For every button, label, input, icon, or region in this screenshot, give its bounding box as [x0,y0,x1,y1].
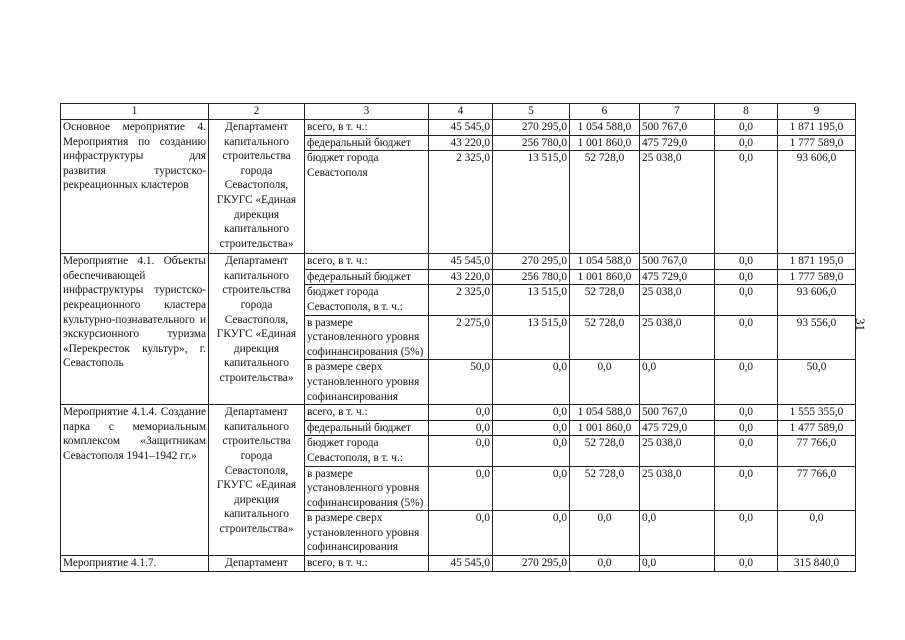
amount-cell-7: 25 038,0 [640,436,715,466]
amount-cell-6: 52 728,0 [570,285,640,315]
amount-cell-9: 1 555 355,0 [778,405,856,421]
funding-source-cell: бюджет города Севастополя [305,151,429,254]
amount-cell-7: 0,0 [640,556,715,572]
executor-cell: Департамент капитального строительства города Севастополя, ГКУГС «Единая дирекция капитального строительства» [209,405,305,556]
amount-cell-6: 0,0 [570,360,640,405]
amount-cell-4: 0,0 [429,420,493,436]
amount-cell-8: 0,0 [715,556,778,572]
column-header-4: 4 [429,104,493,120]
event-name-cell: Мероприятие 4.1. Объекты обеспечивающей инфраструктуры туристско-рекреационного кластера культурно-познавательного и экскурсионного туризма «Перекресток культур», г. Севастополь [61,254,209,405]
funding-source-cell: бюджет города Севастополя, в т. ч.: [305,436,429,466]
column-header-2: 2 [209,104,305,120]
funding-source-cell: всего, в т. ч.: [305,556,429,572]
column-header-9: 9 [778,104,856,120]
amount-cell-9: 93 556,0 [778,315,856,360]
funding-source-cell: в размере установленного уровня софинансирования (5%) [305,315,429,360]
amount-cell-5: 0,0 [493,405,570,421]
amount-cell-6: 1 001 860,0 [570,135,640,151]
amount-cell-4: 45 545,0 [429,556,493,572]
funding-source-cell: всего, в т. ч.: [305,120,429,136]
funding-source-cell: федеральный бюджет [305,135,429,151]
amount-cell-6: 1 054 588,0 [570,120,640,136]
amount-cell-4: 0,0 [429,405,493,421]
executor-cell: Департамент капитального строительства города Севастополя, ГКУГС «Единая дирекция капитального строительства» [209,120,305,254]
funding-source-cell: в размере сверх установленного уровня софинансирования [305,360,429,405]
funding-source-cell: в размере установленного уровня софинансирования (5%) [305,466,429,511]
amount-cell-5: 270 295,0 [493,120,570,136]
amount-cell-8: 0,0 [715,420,778,436]
amount-cell-8: 0,0 [715,511,778,556]
table-row [61,556,856,572]
amount-cell-7: 500 767,0 [640,120,715,136]
event-name-cell: Основное мероприятие 4. Мероприятия по созданию инфраструктуры для развития туристско-рекреационных кластеров [61,120,209,254]
amount-cell-9: 1 777 589,0 [778,269,856,285]
amount-cell-8: 0,0 [715,360,778,405]
column-header-6: 6 [570,104,640,120]
column-header-1: 1 [61,104,209,120]
executor-cell: Департамент [209,556,305,572]
amount-cell-9: 0,0 [778,511,856,556]
amount-cell-4: 43 220,0 [429,135,493,151]
column-header-5: 5 [493,104,570,120]
amount-cell-4: 43 220,0 [429,269,493,285]
amount-cell-5: 256 780,0 [493,269,570,285]
amount-cell-5: 0,0 [493,466,570,511]
amount-cell-5: 0,0 [493,360,570,405]
column-header-8: 8 [715,104,778,120]
amount-cell-7: 25 038,0 [640,315,715,360]
funding-source-cell: всего, в т. ч.: [305,405,429,421]
amount-cell-5: 0,0 [493,420,570,436]
funding-source-cell: всего, в т. ч.: [305,254,429,270]
table-body [61,120,856,572]
amount-cell-9: 1 871 195,0 [778,120,856,136]
amount-cell-9: 1 477 589,0 [778,420,856,436]
amount-cell-4: 0,0 [429,466,493,511]
amount-cell-6: 1 001 860,0 [570,420,640,436]
amount-cell-8: 0,0 [715,436,778,466]
amount-cell-7: 500 767,0 [640,254,715,270]
amount-cell-9: 1 871 195,0 [778,254,856,270]
amount-cell-9: 315 840,0 [778,556,856,572]
amount-cell-5: 0,0 [493,436,570,466]
column-header-7: 7 [640,104,715,120]
funding-source-cell: бюджет города Севастополя, в т. ч.: [305,285,429,315]
amount-cell-5: 13 515,0 [493,315,570,360]
amount-cell-5: 0,0 [493,511,570,556]
amount-cell-8: 0,0 [715,466,778,511]
amount-cell-8: 0,0 [715,315,778,360]
funding-source-cell: в размере сверх установленного уровня софинансирования [305,511,429,556]
table-row [61,120,856,136]
page-number: 31 [853,318,868,331]
amount-cell-4: 2 275,0 [429,315,493,360]
amount-cell-8: 0,0 [715,151,778,254]
amount-cell-7: 475 729,0 [640,135,715,151]
amount-cell-8: 0,0 [715,135,778,151]
amount-cell-6: 52 728,0 [570,436,640,466]
amount-cell-7: 475 729,0 [640,269,715,285]
amount-cell-6: 1 054 588,0 [570,254,640,270]
amount-cell-8: 0,0 [715,405,778,421]
amount-cell-8: 0,0 [715,269,778,285]
amount-cell-4: 2 325,0 [429,151,493,254]
amount-cell-4: 45 545,0 [429,254,493,270]
amount-cell-5: 270 295,0 [493,556,570,572]
amount-cell-6: 1 001 860,0 [570,269,640,285]
executor-cell: Департамент капитального строительства города Севастополя, ГКУГС «Единая дирекция капитального строительства» [209,254,305,405]
amount-cell-4: 50,0 [429,360,493,405]
amount-cell-6: 52 728,0 [570,151,640,254]
amount-cell-6: 0,0 [570,511,640,556]
amount-cell-6: 1 054 588,0 [570,405,640,421]
amount-cell-7: 25 038,0 [640,466,715,511]
amount-cell-8: 0,0 [715,254,778,270]
funding-source-cell: федеральный бюджет [305,269,429,285]
amount-cell-7: 0,0 [640,511,715,556]
amount-cell-9: 93 606,0 [778,285,856,315]
table-row [61,254,856,270]
amount-cell-9: 93 606,0 [778,151,856,254]
column-header-3: 3 [305,104,429,120]
amount-cell-8: 0,0 [715,285,778,315]
amount-cell-5: 256 780,0 [493,135,570,151]
amount-cell-7: 500 767,0 [640,405,715,421]
event-name-cell: Мероприятие 4.1.7. [61,556,209,572]
amount-cell-5: 13 515,0 [493,151,570,254]
amount-cell-8: 0,0 [715,120,778,136]
amount-cell-9: 77 766,0 [778,466,856,511]
amount-cell-6: 52 728,0 [570,315,640,360]
amount-cell-9: 1 777 589,0 [778,135,856,151]
amount-cell-5: 270 295,0 [493,254,570,270]
table-row [61,405,856,421]
amount-cell-7: 25 038,0 [640,285,715,315]
amount-cell-4: 45 545,0 [429,120,493,136]
amount-cell-5: 13 515,0 [493,285,570,315]
amount-cell-7: 475 729,0 [640,420,715,436]
amount-cell-6: 0,0 [570,556,640,572]
event-name-cell: Мероприятие 4.1.4. Создание парка с мемориальным комплексом «Защитникам Севастополя 1941–1942 гг.» [61,405,209,556]
budget-table [60,103,856,572]
amount-cell-9: 77 766,0 [778,436,856,466]
amount-cell-6: 52 728,0 [570,466,640,511]
funding-source-cell: федеральный бюджет [305,420,429,436]
amount-cell-4: 2 325,0 [429,285,493,315]
header-row [61,104,856,120]
amount-cell-4: 0,0 [429,436,493,466]
amount-cell-4: 0,0 [429,511,493,556]
amount-cell-9: 50,0 [778,360,856,405]
amount-cell-7: 25 038,0 [640,151,715,254]
amount-cell-7: 0,0 [640,360,715,405]
